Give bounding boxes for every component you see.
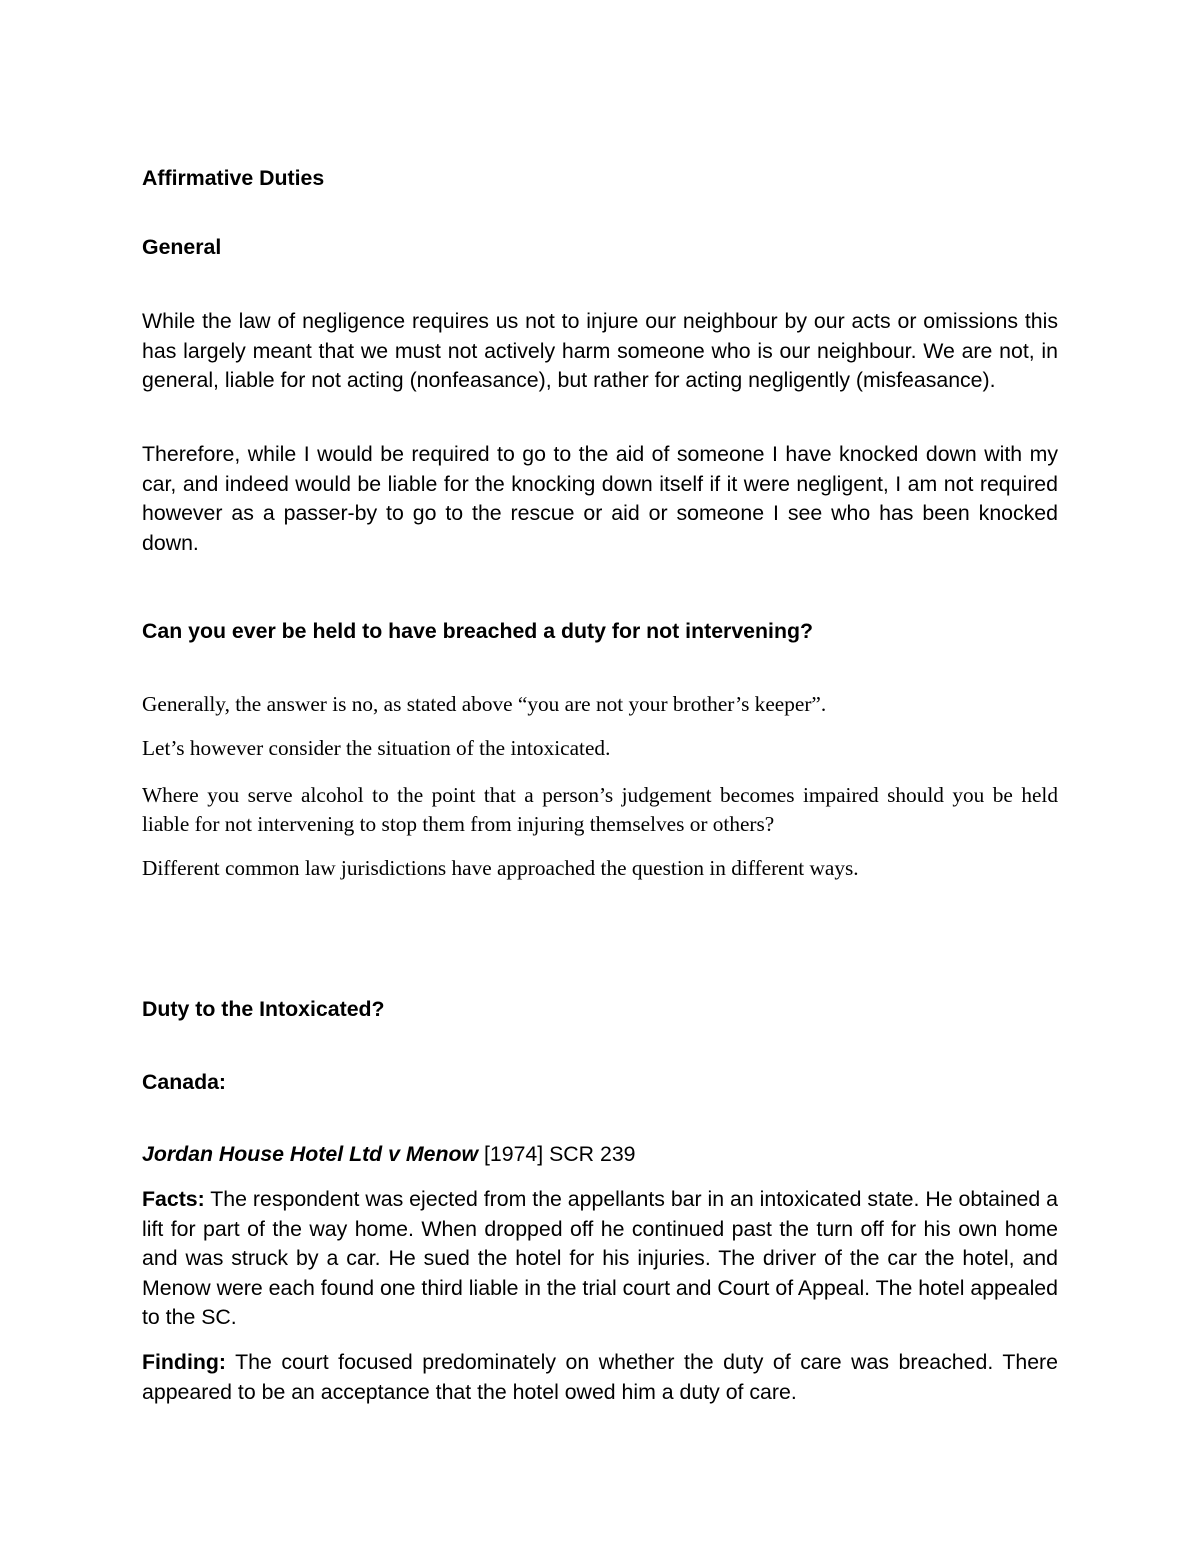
paragraph-intervening-3: Where you serve alcohol to the point that a person’s judgement becomes impaired should you be held liable for not intervening to stop them from injuring themselves or others? xyxy=(142,783,1058,836)
finding-text: The court focused predominately on whether the duty of care was breached. There appeared to be an acceptance that the hotel owed him a duty of care. xyxy=(142,1350,1058,1404)
finding-paragraph xyxy=(142,1348,1058,1407)
case-citation: [1974] SCR 239 xyxy=(478,1142,636,1166)
facts-paragraph xyxy=(142,1185,1058,1333)
paragraph-general-1: While the law of negligence requires us not to injure our neighbour by our acts or omissions this has largely meant that we must not actively harm someone who is our neighbour. We are not, in general, liable for not acting (nonfeasance), but rather for acting negligently (misfeasance). xyxy=(142,309,1058,392)
paragraph-general-2: Therefore, while I would be required to go to the aid of someone I have knocked down with my car, and indeed would be liable for the knocking down itself if it were negligent, I am not required however as a passer-by to go to the rescue or aid or someone I see who has been knocked down. xyxy=(142,442,1058,555)
facts-label: Facts: xyxy=(142,1187,205,1211)
document-title: Affirmative Duties xyxy=(142,166,325,190)
finding-label: Finding: xyxy=(142,1350,226,1374)
subheading-canada: Canada: xyxy=(142,1070,227,1094)
paragraph-intervening-2: Let’s however consider the situation of the intoxicated. xyxy=(142,736,611,760)
section-heading-intervening: Can you ever be held to have breached a duty for not intervening? xyxy=(142,619,813,643)
case-name: Jordan House Hotel Ltd v Menow xyxy=(142,1142,479,1166)
paragraph-intervening-4: Different common law jurisdictions have approached the question in different ways. xyxy=(142,856,859,880)
case-reference xyxy=(142,1140,1058,1170)
paragraph-intervening-1: Generally, the answer is no, as stated above “you are not your brother’s keeper”. xyxy=(142,692,827,716)
section-heading-general: General xyxy=(142,235,222,259)
facts-text: The respondent was ejected from the appellants bar in an intoxicated state. He obtained a lift for part of the way home. When dropped off he continued past the turn off for his own home and was struck by a car. He sued the hotel for his injuries. The driver of the car the hotel, and Menow were each found one third liable in the trial court and Court of Appeal. The hotel appealed to the SC. xyxy=(142,1187,1058,1329)
section-heading-intoxicated: Duty to the Intoxicated? xyxy=(142,997,385,1021)
